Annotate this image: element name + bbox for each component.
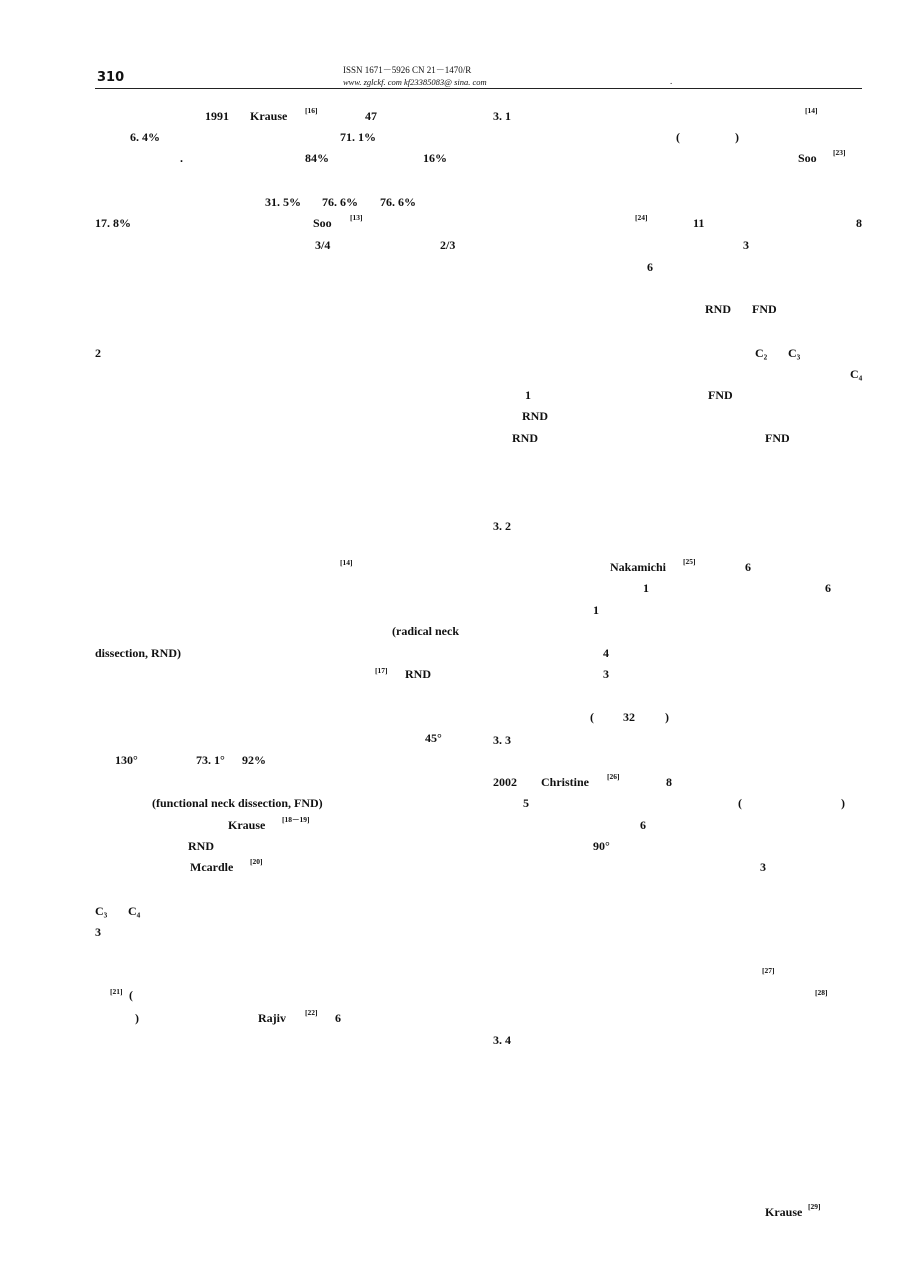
section-number: 2: [95, 346, 101, 360]
text-fragment: C₂: [755, 346, 768, 360]
section-number: 3. 4: [493, 1033, 511, 1047]
text-fragment: 31. 5%: [265, 195, 301, 209]
text-fragment: ): [841, 796, 845, 810]
text-fragment: 3: [743, 238, 749, 252]
text-fragment: Krause: [228, 818, 266, 832]
text-fragment: Soo: [313, 216, 332, 230]
text-fragment: 1: [525, 388, 531, 402]
text-fragment: 8: [856, 216, 862, 230]
text-fragment: (: [676, 130, 680, 144]
text-fragment: Soo: [798, 151, 817, 165]
citation-ref: [29]: [808, 1202, 821, 1211]
section-number: 3. 3: [493, 733, 511, 747]
text-fragment: 4: [603, 646, 609, 660]
text-fragment: ): [665, 710, 669, 724]
text-fragment: 6: [745, 560, 751, 574]
text-fragment: (functional neck dissection, FND): [152, 796, 323, 810]
text-fragment: FND: [765, 431, 790, 445]
text-fragment: 17. 8%: [95, 216, 131, 230]
text-fragment: RND: [705, 302, 731, 316]
citation-ref: [16]: [305, 106, 318, 115]
text-fragment: 6: [640, 818, 646, 832]
citation-ref: [24]: [635, 213, 648, 222]
section-number: 3. 2: [493, 519, 511, 533]
text-fragment: Rajiv: [258, 1011, 286, 1025]
text-fragment: Mcardle: [190, 860, 234, 874]
text-fragment: Christine: [541, 775, 589, 789]
text-fragment: 90°: [593, 839, 610, 853]
text-fragment: FND: [752, 302, 777, 316]
text-fragment: 16%: [423, 151, 447, 165]
text-fragment: 73. 1°: [196, 753, 225, 767]
text-fragment: (radical neck: [392, 624, 459, 638]
text-fragment: 45°: [425, 731, 442, 745]
text-fragment: 130°: [115, 753, 138, 767]
text-fragment: 2002: [493, 775, 517, 789]
text-fragment: RND: [512, 431, 538, 445]
citation-ref: [14]: [340, 558, 353, 567]
text-fragment: Krause: [250, 109, 288, 123]
citation-ref: [26]: [607, 772, 620, 781]
text-fragment: (: [738, 796, 742, 810]
text-fragment: Krause: [765, 1205, 803, 1219]
text-fragment: 76. 6%: [322, 195, 358, 209]
text-fragment: 8: [666, 775, 672, 789]
text-fragment: C₃: [788, 346, 801, 360]
header-rule: [95, 88, 862, 89]
text-fragment: (: [590, 710, 594, 724]
text-fragment: 6: [825, 581, 831, 595]
text-fragment: FND: [708, 388, 733, 402]
section-number: 3. 1: [493, 109, 511, 123]
citation-ref: [28]: [815, 988, 828, 997]
text-fragment: 2/3: [440, 238, 456, 252]
text-fragment: C₄: [128, 904, 141, 918]
text-fragment: C₃: [95, 904, 108, 918]
page-number: 310: [97, 70, 125, 85]
citation-ref: [13]: [350, 213, 363, 222]
text-fragment: RND: [405, 667, 431, 681]
citation-ref: [14]: [805, 106, 818, 115]
citation-ref: [18－19]: [282, 815, 310, 824]
text-fragment: 6: [335, 1011, 341, 1025]
citation-ref: [20]: [250, 857, 263, 866]
text-fragment: 11: [693, 216, 705, 230]
text-fragment: 3: [760, 860, 766, 874]
text-fragment: 47: [365, 109, 377, 123]
text-fragment: 32: [623, 710, 635, 724]
text-fragment: .: [180, 151, 183, 165]
citation-ref: [21]: [110, 987, 123, 996]
citation-ref: [27]: [762, 966, 775, 975]
text-fragment: ): [735, 130, 739, 144]
journal-contact: www. zglckf. com kf23385083@ sina. com: [343, 77, 487, 87]
journal-issn: ISSN 1671－5926 CN 21－1470/R: [343, 65, 472, 75]
text-fragment: 1: [643, 581, 649, 595]
text-fragment: C₄: [850, 367, 863, 381]
text-fragment: 92%: [242, 753, 266, 767]
citation-ref: [25]: [683, 557, 696, 566]
text-fragment: 3: [95, 925, 101, 939]
text-fragment: 76. 6%: [380, 195, 416, 209]
citation-ref: [17]: [375, 666, 388, 675]
text-fragment: RND: [522, 409, 548, 423]
citation-ref: [22]: [305, 1008, 318, 1017]
text-fragment: ): [135, 1011, 139, 1025]
text-fragment: 84%: [305, 151, 329, 165]
text-fragment: RND: [188, 839, 214, 853]
text-fragment: 6. 4%: [130, 130, 160, 144]
text-fragment: 5: [523, 796, 529, 810]
text-fragment: 6: [647, 260, 653, 274]
text-fragment: 71. 1%: [340, 130, 376, 144]
citation-ref: [23]: [833, 148, 846, 157]
text-fragment: 1991: [205, 109, 229, 123]
text-fragment: 3: [603, 667, 609, 681]
text-fragment: 3/4: [315, 238, 331, 252]
text-fragment: dissection, RND): [95, 646, 181, 660]
text-fragment: Nakamichi: [610, 560, 667, 574]
text-fragment: 1: [593, 603, 599, 617]
header-dot: .: [670, 76, 673, 86]
text-fragment: (: [129, 988, 133, 1002]
